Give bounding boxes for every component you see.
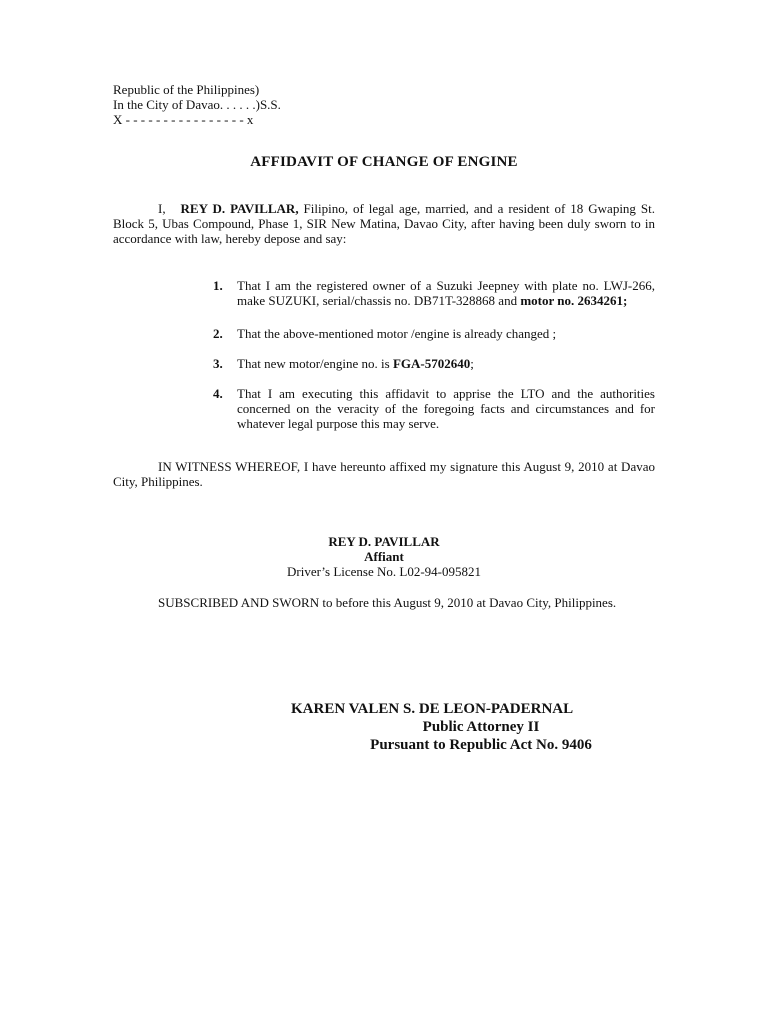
item-bold: FGA-5702640	[392, 356, 471, 371]
item-number: 2.	[213, 326, 223, 341]
item-number: 4.	[213, 386, 223, 401]
case-caption	[113, 82, 281, 127]
item-number: 1.	[213, 278, 223, 293]
statement-list	[205, 278, 655, 431]
document-title: AFFIDAVIT OF CHANGE OF ENGINE	[250, 154, 518, 170]
intro-text: Filipino, of legal age, married, and a resident of 18 Gwaping St. Block 5, Ubas Compound, Phase 1, SIR New Matina, Davao City, after having been duly sworn to in accordance with law, hereby depose and say:	[113, 201, 656, 246]
list-item	[205, 278, 655, 308]
witness-paragraph	[113, 459, 655, 489]
affiant-name: REY D. PAVILLAR	[328, 534, 440, 549]
item-bold: motor no. 2634261;	[520, 293, 628, 308]
caption-line-separator: X - - - - - - - - - - - - - - - - x	[113, 112, 254, 127]
item-number: 3.	[213, 356, 223, 371]
item-text: That new motor/engine no. is	[237, 356, 393, 371]
item-text: That I am the registered owner of a Suzuki Jeepney with plate no. LWJ-266, make SUZUKI, serial/chassis no. DB71T-328868 and	[237, 278, 655, 308]
attorney-authority: Pursuant to Republic Act No. 9406	[370, 737, 592, 753]
attorney-name: KAREN VALEN S. DE LEON-PADERNAL	[291, 701, 574, 717]
attorney-title: Public Attorney II	[422, 719, 540, 735]
intro-paragraph	[113, 201, 655, 246]
item-suffix: ;	[470, 356, 474, 371]
caption-line-city: In the City of Davao. . . . . .)S.S.	[113, 97, 281, 112]
intro-prefix: I,	[158, 201, 166, 216]
affiant-role: Affiant	[364, 549, 404, 564]
list-item	[205, 356, 655, 371]
item-text: That I am executing this affidavit to apprise the LTO and the authorities concerned on the veracity of the foregoing facts and circumstances and for whatever legal purpose this may serve.	[237, 386, 655, 431]
caption-line-republic: Republic of the Philippines)	[113, 82, 260, 97]
witness-text: IN WITNESS WHEREOF, I have hereunto affixed my signature this August 9, 2010 at Davao City, Philippines.	[113, 459, 655, 489]
jurat-paragraph	[113, 595, 655, 610]
drivers-license: Driver’s License No. L02-94-095821	[287, 564, 481, 579]
list-item	[205, 326, 655, 341]
attorney-signature-block	[291, 700, 671, 754]
affiant-name-inline: REY D. PAVILLAR,	[180, 201, 299, 216]
item-text: That the above-mentioned motor /engine is already changed ;	[237, 326, 557, 341]
list-item	[205, 386, 655, 431]
jurat-text: SUBSCRIBED AND SWORN to before this August 9, 2010 at Davao City, Philippines.	[158, 595, 617, 610]
